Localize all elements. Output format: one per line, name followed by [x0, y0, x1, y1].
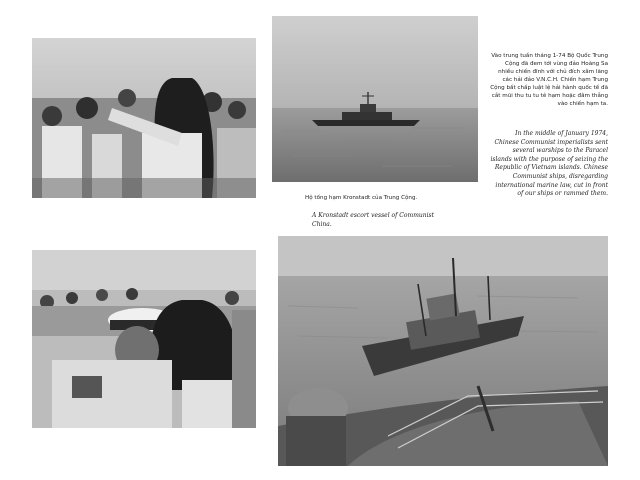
english-side-caption: In the middle of January 1974, Chinese Communist imperialists sent several warships to the Paracel islands with the purpose of seizing the Republic of Vietnam islands. Chinese Communist ships, disregarding international marine law, cut in front of our ships or rammed them.	[490, 130, 608, 198]
sailor-embrace-photo	[32, 250, 256, 428]
warship-on-sea-photo	[272, 16, 478, 182]
crowd-farewell-photo	[32, 38, 256, 198]
vietnamese-ship-caption: Hộ tống hạm Kronstadt của Trung Cộng.	[305, 195, 418, 201]
english-ship-caption: A Kronstadt escort vessel of Communist China.	[312, 212, 435, 228]
trawler-and-deck-photo	[278, 236, 608, 466]
vietnamese-side-caption: Vào trung tuần tháng 1-74 Bộ Quốc Trung Cộng đã đem tới vùng đảo Hoàng Sa nhiều chiến đĩnh với chủ đích xâm lăng các hải đảo V.N.C.H. Chiến hạm Trung Cộng bất chấp luật lệ hải hành quốc tế đã cắt mũi thu tu tu tê hạm hoặc đâm thẳng vào chiến hạm ta.	[490, 53, 608, 107]
